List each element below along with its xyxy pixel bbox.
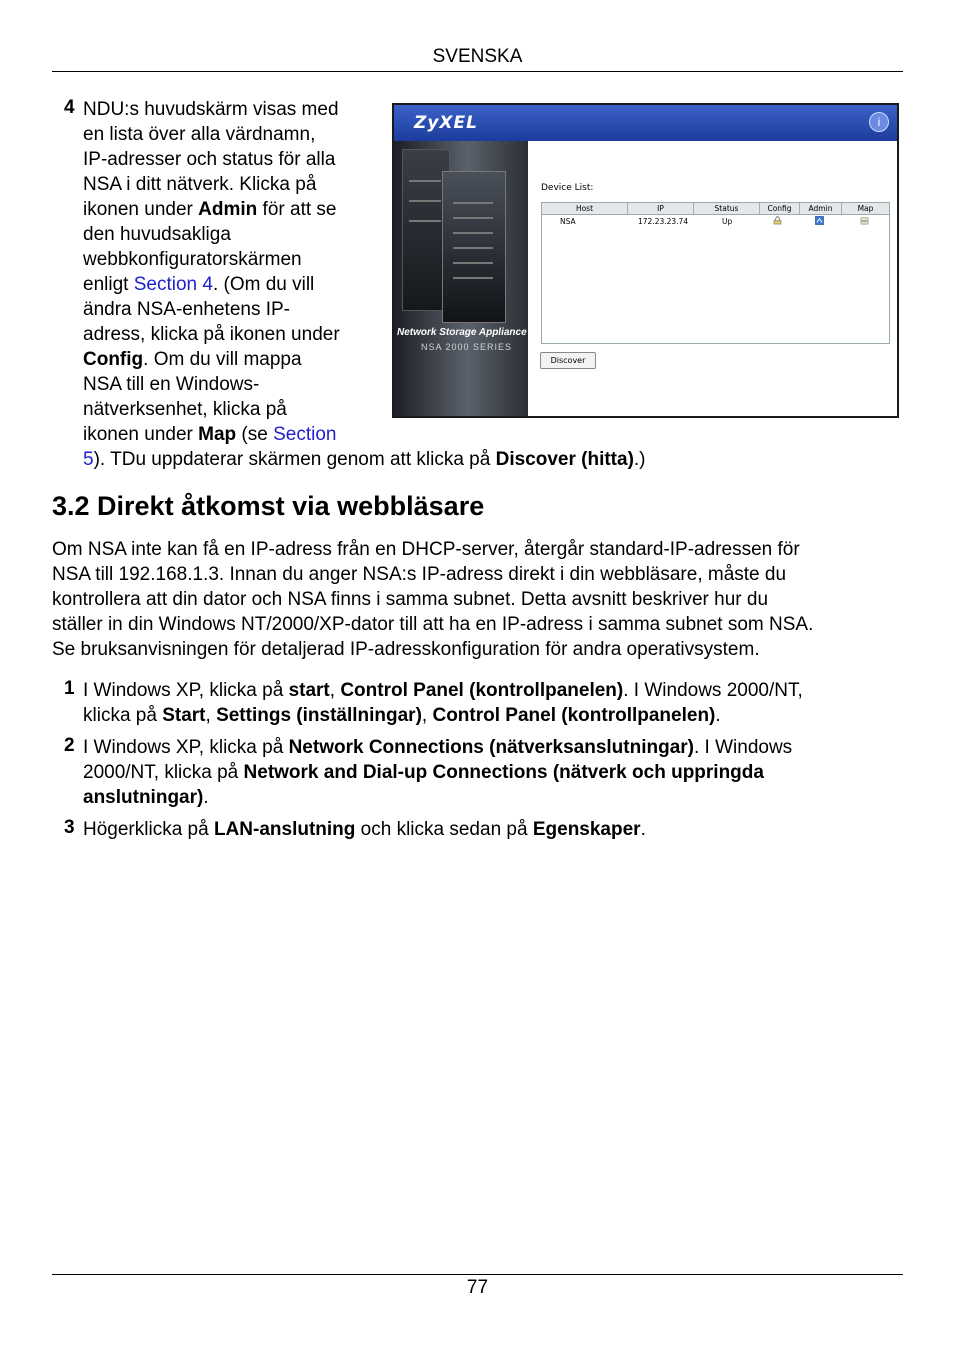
row-host: NSA [560,217,576,226]
device-list-label: Device List: [541,183,594,193]
step-4-line: 5). TDu uppdaterar skärmen genom att klicka på Discover (hitta).) [83,449,646,470]
intro-line: kontrollera att din dator och NSA finns i samma subnet. Detta avsnitt beskriver hur du [52,589,769,610]
row-status: Up [722,217,733,226]
map-icon[interactable] [860,216,869,225]
section-heading: 3.2 Direkt åtkomst via webbläsare [52,491,485,521]
nsa-tower-front [442,171,506,323]
zyxel-logo: ZyXEL [414,113,478,133]
map-term: Map [198,424,237,445]
intro-line: NSA till 192.168.1.3. Innan du anger NSA:s IP-adress direkt i din webbläsare, måste du [52,564,787,585]
step-4-line: adress, klicka på ikonen under [83,324,340,345]
step-4-line: ikonen under Map (se Section [83,424,337,445]
discover-button[interactable]: Discover [540,352,596,369]
step-4-line: nätverksenhet, klicka på [83,399,287,420]
intro-line: Se bruksanvisningen för detaljerad IP-adresskonfiguration för andra operativsystem. [52,639,760,660]
step-2-text: I Windows XP, klicka på Network Connections (nätverksanslutningar). I Windows 2000/NT, klicka på Network and Dial-up Connections (nätverk och uppringda anslutningar). [83,737,793,808]
ndu-screenshot [392,103,899,418]
product-image [394,141,528,418]
step-1-text: I Windows XP, klicka på start, Control Panel (kontrollpanelen). I Windows 2000/NT, klicka på Start, Settings (inställningar), Control Panel (kontrollpanelen). [83,680,803,726]
config-term: Config [83,349,144,370]
product-caption: Network Storage Appliance [397,327,527,338]
step-4-line: Config. Om du vill mappa [83,349,302,370]
step-4-line: IP-adresser och status för alla [83,149,336,170]
col-map[interactable]: Map [857,204,874,213]
step-4-line: NDU:s huvudskärm visas med [83,99,339,120]
row-ip: 172.23.23.74 [638,217,689,226]
config-icon[interactable] [773,216,782,225]
intro-line: ställer in din Windows NT/2000/XP-dator till att ha en IP-adress i samma subnet som NSA. [52,614,814,635]
step-3-text: Högerklicka på LAN-anslutning och klicka sedan på Egenskaper. [83,819,646,840]
col-host[interactable]: Host [542,203,628,214]
page-number: 77 [466,1277,489,1298]
step-4-line: NSA i ditt nätverk. Klicka på [83,174,317,195]
step-2-number: 2 [64,735,75,756]
step-4-line: webbkonfiguratorskärmen [83,249,302,270]
running-header: SVENSKA [432,46,523,67]
col-admin[interactable]: Admin [800,203,842,214]
help-icon[interactable]: i [869,112,889,132]
intro-line: Om NSA inte kan få en IP-adress från en DHCP-server, återgår standard-IP-adressen för [52,539,800,560]
section-5-link[interactable]: Section [273,424,337,445]
device-table-header [542,203,889,215]
col-status[interactable]: Status [694,203,760,214]
ndu-title-bar [394,105,899,141]
header-rule [52,71,903,72]
step-4-line: den huvudsakliga [83,224,231,245]
discover-term: Discover (hitta) [495,449,634,470]
step-4-number: 4 [64,97,75,118]
step-4-line: enligt Section 4. (Om du vill [83,274,315,295]
section-5-link-number[interactable]: 5 [83,449,94,470]
admin-icon[interactable] [815,216,824,225]
section-intro [52,537,903,662]
section-4-link[interactable]: Section 4 [133,274,213,295]
step-4-line: en lista över alla värdnamn, [83,124,316,145]
col-config[interactable]: Config [760,203,800,214]
col-ip[interactable]: IP [628,203,694,214]
device-list-panel [528,141,899,418]
step-4-line: ikonen under Admin för att se [83,199,337,220]
step-4-line: ändra NSA-enhetens IP- [83,299,291,320]
step-3-number: 3 [64,817,75,838]
product-series: NSA 2000 SERIES [421,342,513,352]
device-table [541,202,890,344]
step-1-number: 1 [64,678,75,699]
step-4-line: NSA till en Windows- [83,374,260,395]
footer-rule [52,1274,903,1275]
admin-term: Admin [198,199,258,220]
